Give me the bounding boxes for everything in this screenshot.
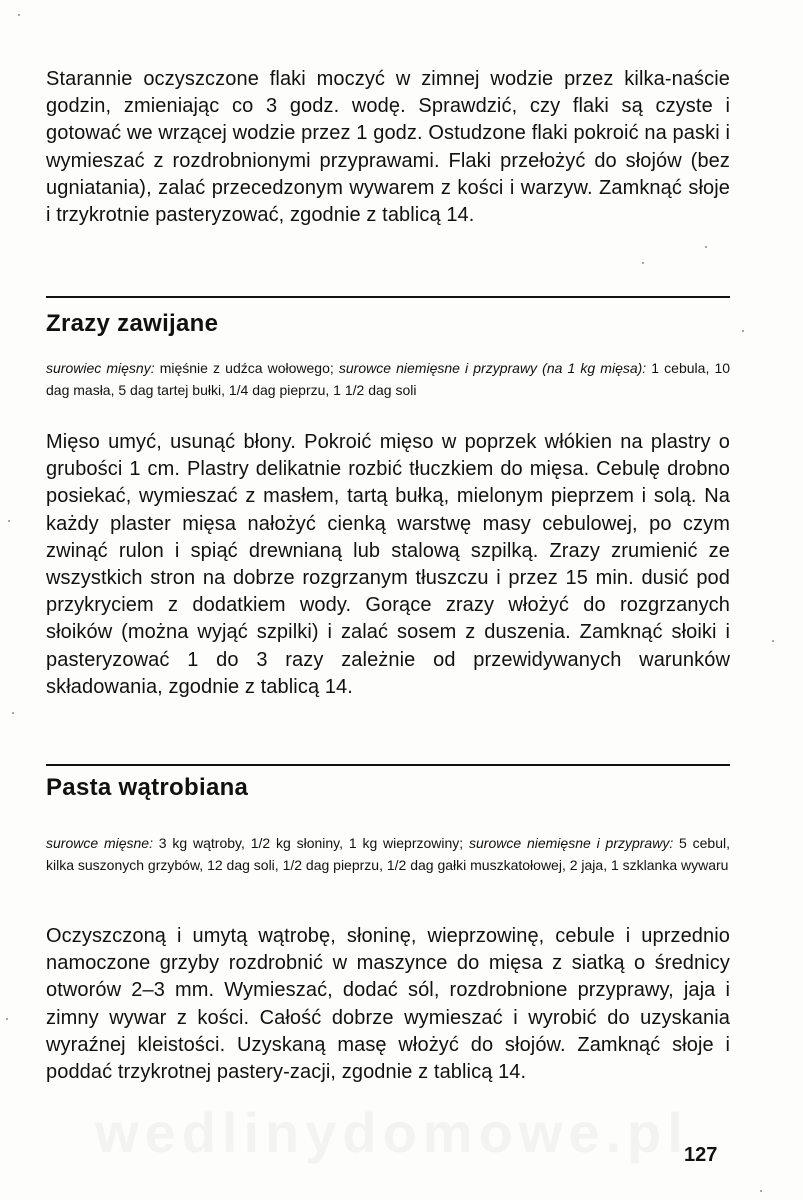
scan-speck xyxy=(12,712,14,714)
scan-speck xyxy=(760,1190,762,1192)
section-divider-zrazy xyxy=(46,296,730,298)
ingredients-pasta xyxy=(46,832,730,876)
page-number: 127 xyxy=(684,1144,718,1166)
ingredients-label: surowce mięsne: xyxy=(46,835,153,851)
ingredients-label: surowce niemięsne i przyprawy (na 1 kg mięsa): xyxy=(338,360,647,376)
ingredients-label: surowiec mięsny: xyxy=(46,360,155,376)
ingredients-text: 5 cebul, kilka suszonych grzybów, 12 dag soli, 1/2 dag pieprzu, 1/2 dag gałki muszkatołowej, 2 jaja, 1 szklanka wywaru xyxy=(46,835,731,873)
scan-speck xyxy=(705,246,707,248)
pasta-instructions-paragraph: Oczyszczoną i umytą wątrobę, słoninę, wieprzowinę, cebule i uprzednio namoczone grzyby rozdrobnić w maszynce do mięsa z siatką o średnicy otworów 2–3 mm. Wymieszać, dodać sól, rozdrobnione przyprawy, jaja i zimny wywar z kości. Całość dobrze wymieszać i wyrobić do uzyskania wyraźnej kleistości. Uzyskaną masę włożyć do słojów. Zamknąć słoje i poddać trzykrotnej pastery-zacji, zgodnie z tablicą 14. xyxy=(46,925,730,1084)
ingredients-text: 3 kg wątroby, 1/2 kg słoniny, 1 kg wieprzowiny; xyxy=(152,835,470,851)
scan-speck xyxy=(642,262,644,264)
scan-speck xyxy=(18,14,20,16)
ingredients-label: surowce niemięsne i przyprawy: xyxy=(469,835,674,851)
scan-speck xyxy=(772,640,774,642)
zrazy-instructions-paragraph: Mięso umyć, usunąć błony. Pokroić mięso w poprzek włókien na plastry o grubości 1 cm. Plastry delikatnie rozbić tłuczkiem do mięsa. Cebulę drobno posiekać, wymieszać z masłem, tartą bułką, mielonym pieprzem i solą. Na każdy plaster mięsa nałożyć cienką warstwę masy cebulowej, po czym zwinąć rulon i spiąć drewnianą lub stalową szpilką. Zrazy zrumienić ze wszystkich stron na dobrze rozgrzanym tłuszczu i przez 15 min. dusić pod przykryciem z dodatkiem wody. Gorące zrazy włożyć do rozgrzanych słoików (można wyjąć szpilki) i zalać sosem z duszenia. Zamknąć słoiki i pasteryzować 1 do 3 razy zależnie od przewidywanych warunków składowania, zgodnie z tablicą 14. xyxy=(46,431,730,698)
ingredients-zrazy xyxy=(46,357,730,401)
flaki-recipe-paragraph: Starannie oczyszczone flaki moczyć w zimnej wodzie przez kilka-naście godzin, zmieniając co 3 godz. wodę. Sprawdzić, czy flaki są czyste i gotować we wrzącej wodzie przez 1 godz. Ostudzone flaki pokroić na paski i wymieszać z rozdrobnionymi przyprawami. Flaki przełożyć do słojów (bez ugniatania), zalać przecedzonym wywarem z kości i warzyw. Zamknąć słoje i trzykrotnie pasteryzować, zgodnie z tablicą 14. xyxy=(46,68,730,227)
scan-speck xyxy=(6,1018,8,1020)
section-divider-pasta xyxy=(46,764,730,766)
ingredients-text: 1 cebula, 10 dag masła, 5 dag tartej bułki, 1/4 dag pieprzu, 1 1/2 dag soli xyxy=(46,360,731,398)
ingredients-text: mięśnie z udźca wołowego; xyxy=(154,360,339,376)
section-title-zrazy-zawijane: Zrazy zawijane xyxy=(46,310,219,337)
watermark: wedlinydomowe.pl xyxy=(95,1101,689,1164)
scan-speck xyxy=(8,520,10,522)
scan-speck xyxy=(742,330,744,332)
section-title-pasta-watrobiana: Pasta wątrobiana xyxy=(46,774,249,801)
